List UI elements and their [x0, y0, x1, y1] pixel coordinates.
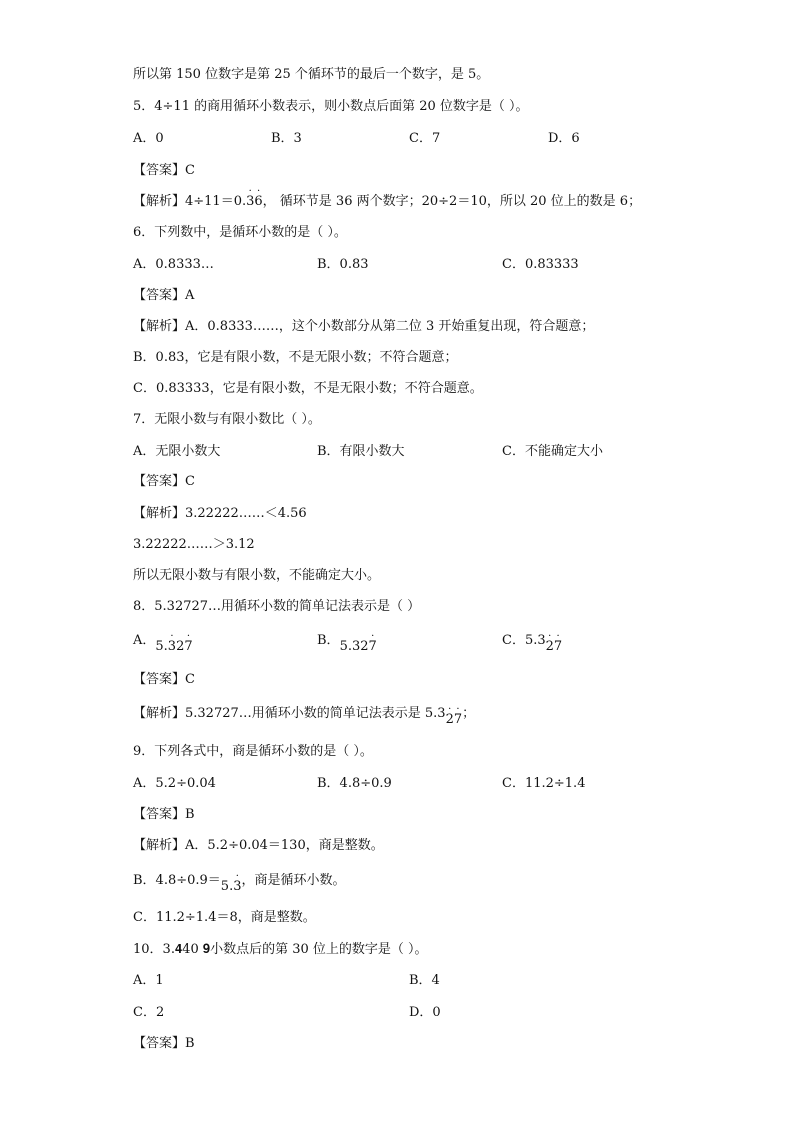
- option-b: B．4.8÷0.9: [317, 776, 392, 791]
- repeat-dot-icon: ·: [456, 704, 460, 715]
- explanation-5: [133, 186, 642, 211]
- option-a: A．1: [133, 973, 164, 988]
- option-value: [545, 631, 563, 654]
- explanation-text: B．4.8÷0.9＝: [133, 873, 221, 888]
- explanation-text: ，商是循环小数。: [241, 873, 346, 888]
- repeat-dot-icon: ·: [186, 631, 191, 642]
- question-9-options: [133, 775, 754, 797]
- explanation-6-a: 【解析】A．0.8333……，这个小数部分从第二位 3 开始重复出现，符合题意；: [133, 319, 595, 334]
- explanation-6-b: B．0.83，它是有限小数，不是无限小数；不符合题意；: [133, 350, 458, 365]
- explanation-text: ， 循环节是 36 两个数字；20÷2＝10，所以 20 位上的数是 6；: [262, 194, 642, 209]
- question-8-options: [133, 632, 754, 662]
- repeat-dot-icon: ·: [448, 704, 452, 715]
- answer-9: 【答案】B: [133, 807, 195, 822]
- answer-7: 【答案】C: [133, 474, 195, 489]
- explanation-text: ；: [462, 706, 476, 721]
- question-6: 6．下列数中，是循环小数的是（ ）。: [133, 225, 347, 240]
- explanation-9-b: [133, 871, 346, 894]
- option-d: D．6: [548, 131, 580, 146]
- repeating-digit: · 3: [246, 186, 255, 209]
- answer-6: 【答案】A: [133, 288, 195, 303]
- question-6-options: [133, 256, 754, 278]
- option-c: C．0.83333: [502, 257, 579, 272]
- answer-8: 【答案】C: [133, 672, 195, 687]
- question-9: 9．下列各式中，商是循环小数的是（ ）。: [133, 744, 373, 759]
- explanation-9-c: C．11.2÷1.4＝8，商是整数。: [133, 910, 316, 925]
- repeat-dot-icon: ·: [235, 871, 239, 882]
- text-line: 所以第 150 位数字是第 25 个循环节的最后一个数字，是 5。: [133, 67, 490, 82]
- repeating-digit: · 2: [445, 704, 454, 727]
- option-c: C．7: [409, 131, 441, 146]
- option-a: A．0.8333…: [133, 257, 214, 272]
- question-10-options-row-2: [133, 1004, 754, 1026]
- option-c: C．不能确定大小: [502, 444, 603, 459]
- repeating-digit: · 2: [545, 631, 554, 654]
- explanation-text: 【解析】4÷11＝0.: [133, 194, 247, 209]
- answer-5: 【答案】C: [133, 163, 195, 178]
- explanation-6-c: C．0.83333，它是有限小数，不是无限小数；不符合题意。: [133, 381, 483, 396]
- repeating-digit: · 6: [254, 186, 263, 209]
- repeat-dot-icon: ·: [170, 631, 174, 642]
- formula-value: 5. · 3: [220, 871, 242, 894]
- question-5-options: [133, 130, 754, 152]
- option-a: [133, 631, 193, 654]
- option-b: [317, 631, 377, 654]
- option-d: D．0: [409, 1005, 441, 1020]
- explanation-9-a: 【解析】A．5.2÷0.04＝130，商是整数。: [133, 838, 384, 853]
- explanation-7-c: 所以无限小数与有限小数，不能确定大小。: [133, 568, 381, 583]
- explanation-8: [133, 704, 476, 727]
- repeat-dot-icon: ·: [256, 186, 261, 197]
- option-label: B．: [317, 633, 340, 648]
- option-value: 5. · 32 · 7: [155, 631, 193, 654]
- question-7: 7．无限小数与有限小数比（ ）。: [133, 412, 321, 427]
- option-c: C．11.2÷1.4: [502, 776, 586, 791]
- question-5: 5．4÷11 的商用循环小数表示，则小数点后面第 20 位数字是（ ）。: [133, 99, 529, 114]
- answer-10: 【答案】B: [133, 1036, 195, 1051]
- repeating-digit: · 7: [553, 631, 563, 654]
- explanation-7-b: 3.22222……＞3.12: [133, 537, 255, 552]
- question-10-options-row-1: [133, 972, 754, 994]
- repeating-digit: · 3: [167, 631, 177, 654]
- repeat-dot-icon: ·: [248, 186, 252, 197]
- explanation-7-a: 【解析】3.22222……＜4.56: [133, 506, 307, 521]
- repeating-digit: · 7: [453, 704, 463, 727]
- explanation-text: 【解析】5.32727…用循环小数的简单记法表示是 5.3: [133, 706, 446, 721]
- repeating-digit: · 3: [233, 871, 242, 894]
- repeating-digit: · 7: [368, 631, 377, 654]
- option-b: B．4: [409, 973, 440, 988]
- repeat-dot-icon: ·: [371, 631, 375, 642]
- option-a: A．5.2÷0.04: [133, 776, 216, 791]
- question-7-options: [133, 443, 754, 465]
- option-value: 5.32 · 7: [339, 631, 377, 654]
- repeat-dot-icon: ·: [548, 631, 552, 642]
- option-a: A．无限小数大: [133, 444, 221, 459]
- option-b: B．有限小数大: [317, 444, 405, 459]
- repeating-digit: · 7: [184, 631, 193, 654]
- question-10: 10．3.𝟒40 𝟗小数点后的第 30 位上的数字是（ ）。: [133, 942, 428, 957]
- option-c: C．2: [133, 1005, 165, 1020]
- option-label: A．: [133, 633, 156, 648]
- option-c: [502, 631, 563, 654]
- option-b: B．0.83: [317, 257, 369, 272]
- option-a: A．0: [133, 131, 164, 146]
- repeat-dot-icon: ·: [556, 631, 560, 642]
- option-b: B．3: [271, 131, 302, 146]
- question-8: 8．5.32727…用循环小数的简单记法表示是（ ）: [133, 599, 421, 614]
- option-label: C．5.3: [502, 633, 546, 648]
